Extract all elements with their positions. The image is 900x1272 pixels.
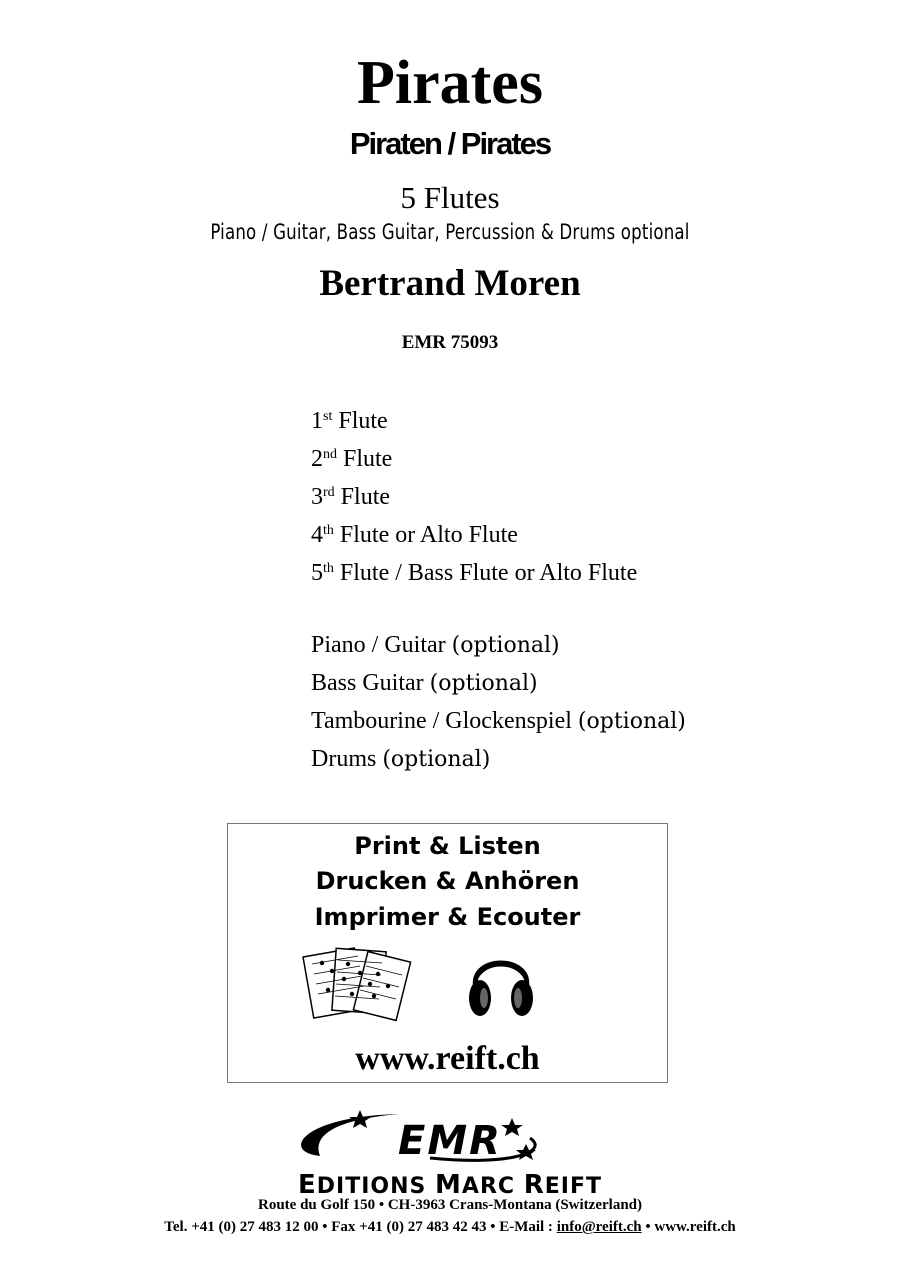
publisher-address: Route du Golf 150 • CH-3963 Crans-Montana (Switzerland) <box>258 1197 642 1213</box>
sheet-music-icon <box>300 942 412 1024</box>
optional-parts-list <box>311 626 686 778</box>
part-item: 1st Flute <box>311 408 388 434</box>
part-item: 4th Flute or Alto Flute <box>311 522 518 548</box>
part-item: 3rd Flute <box>311 484 391 510</box>
optional-part-item: Bass Guitar (optional) <box>311 670 538 696</box>
optional-part-item: Tambourine / Glockenspiel (optional) <box>311 708 686 734</box>
logo-text: EMR <box>398 1118 502 1164</box>
instrumentation: 5 Flutes <box>400 180 500 215</box>
piece-subtitle: Piraten / Pirates <box>349 126 551 161</box>
publisher-name: EDITIONS MARC REIFT <box>298 1170 602 1200</box>
promo-line-german: Drucken & Anhören <box>315 867 580 895</box>
piece-title: Pirates <box>357 49 543 117</box>
publisher-contact: Tel. +41 (0) 27 483 12 00 • Fax +41 (0) 27 483 42 43 • E-Mail : info@reift.ch • www.reift.ch <box>164 1219 736 1235</box>
emr-logo <box>250 1108 650 1170</box>
email-link[interactable]: info@reift.ch <box>556 1219 642 1235</box>
headphones-icon <box>466 942 536 1024</box>
print-listen-box <box>227 823 668 1083</box>
promo-line-french: Imprimer & Ecouter <box>314 903 581 931</box>
composer-name: Bertrand Moren <box>319 263 581 304</box>
optional-part-item: Drums (optional) <box>311 746 491 772</box>
promo-line-english: Print & Listen <box>354 832 541 860</box>
website-url[interactable]: www.reift.ch <box>355 1040 540 1077</box>
optional-part-item: Piano / Guitar (optional) <box>311 632 560 658</box>
optional-instruments-line: Piano / Guitar, Bass Guitar, Percussion & Drums optional <box>210 220 690 244</box>
catalog-number: EMR 75093 <box>401 332 499 353</box>
parts-list <box>311 402 637 592</box>
part-item: 2nd Flute <box>311 446 393 472</box>
part-item: 5th Flute / Bass Flute or Alto Flute <box>311 560 638 586</box>
